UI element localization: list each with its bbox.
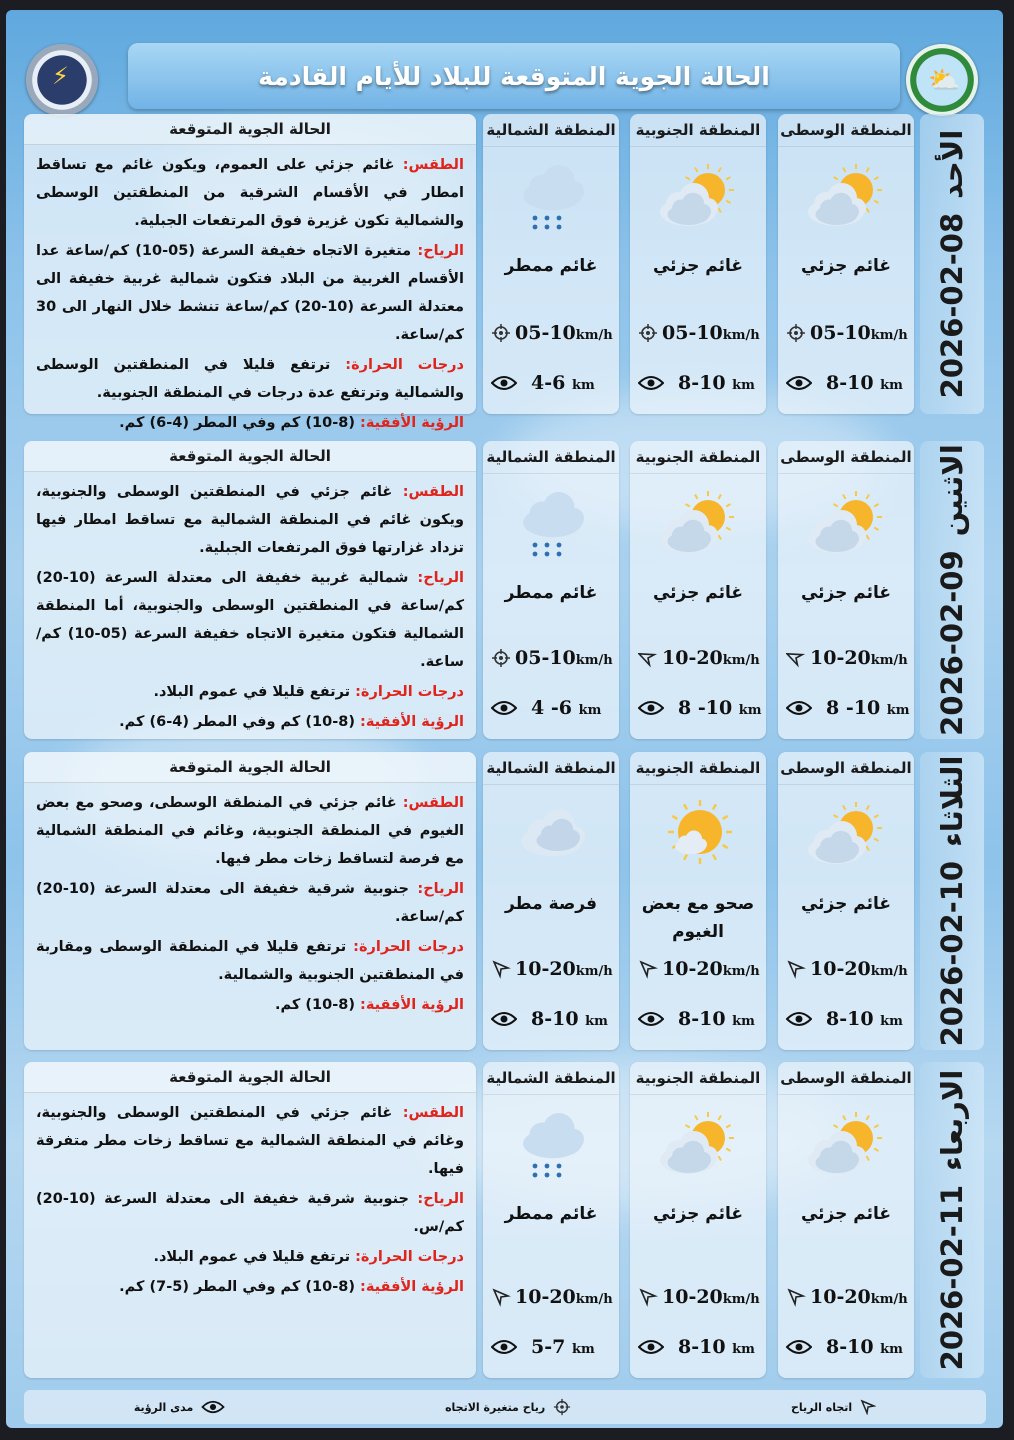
region-card	[483, 114, 619, 414]
eye-icon	[491, 1011, 517, 1027]
visibility-range: 8-10 km	[638, 1336, 762, 1358]
wind-speed: 10-20km/h	[638, 647, 762, 669]
day-name: الأحد	[935, 129, 969, 199]
condition-text: غائم ممطر	[504, 583, 598, 603]
wind-speed: 10-20km/h	[491, 1286, 615, 1308]
visibility-range: 8-10 km	[638, 372, 762, 394]
region-card	[630, 1062, 766, 1378]
partly-cloudy-icon	[630, 487, 766, 563]
visibility-range: 8-10 km	[786, 372, 910, 394]
weather-paragraph: الطقس: غائم جزئي في المنطقة الوسطى، وصحو مع بعض الغيوم في المنطقة الجنوبية، وغائم في المنطقة الشمالية مع فرصة لتساقط زخات مطر فيها.	[36, 795, 464, 867]
visibility-range: 4-6 km	[491, 372, 615, 394]
eye-icon	[491, 375, 517, 391]
eye-icon	[638, 1339, 664, 1355]
region-card	[483, 1062, 619, 1378]
page-title: الحالة الجوية المتوقعة للبلاد للأيام القادمة	[258, 61, 770, 91]
eye-icon	[638, 1011, 664, 1027]
rain-cloud-icon	[483, 487, 619, 563]
visibility-range: 8 -10 km	[638, 697, 762, 719]
wind-speed: 10-20km/h	[786, 958, 910, 980]
eye-icon	[638, 375, 664, 391]
day-date: 2026-02-09	[935, 550, 969, 736]
variable-wind-icon	[491, 323, 511, 343]
day-name: الاربعاء	[935, 1069, 969, 1171]
region-name: المنطقة الشمالية	[483, 752, 619, 785]
region-card	[778, 441, 914, 739]
rain-cloud-icon	[483, 160, 619, 236]
eye-icon	[786, 1011, 812, 1027]
wind-speed: 10-20km/h	[638, 958, 762, 980]
day-date-tab	[920, 114, 984, 414]
day-date-tab	[920, 441, 984, 739]
partly-cloudy-icon	[778, 1108, 914, 1184]
day-name: الثلاثاء	[935, 755, 969, 847]
region-card	[483, 441, 619, 739]
eye-icon	[491, 700, 517, 716]
day-date-tab	[920, 752, 984, 1050]
meteorology-authority-logo: ⛅	[906, 44, 978, 116]
weather-paragraph: الطقس: غائم جزئي في المنطقتين الوسطى والجنوبية، ويكون غائم في المنطقة الشمالية مع تساقط امطار فيها تزداد غزارتها فوق المرتفعات الجبلية.	[36, 484, 464, 556]
wind-speed: 10-20km/h	[786, 647, 910, 669]
condition-text: غائم جزئي	[652, 256, 744, 276]
weather-paragraph: الطقس: غائم جزئي على العموم، ويكون غائم مع تساقط امطار في الأقسام الشرقية من المنطقتين الوسطى والشمالية تكون غزيرة فوق المرتفعات الجبلية.	[36, 157, 464, 229]
region-card	[483, 752, 619, 1050]
wind-arrow-nw-icon	[786, 648, 806, 668]
region-name: المنطقة الجنوبية	[630, 1062, 766, 1095]
region-name: المنطقة الوسطى	[778, 114, 914, 147]
region-name: المنطقة الشمالية	[483, 1062, 619, 1095]
eye-icon	[638, 700, 664, 716]
temps-paragraph: درجات الحرارة: ترتفع قليلا في عموم البلاد.	[153, 1249, 464, 1265]
visibility-paragraph: الرؤية الأفقية: (8-10) كم وفي المطر (5-7) كم.	[119, 1279, 464, 1295]
temps-paragraph: درجات الحرارة: ترتفع قليلا في عموم البلاد.	[153, 684, 464, 700]
partly-cloudy-icon	[778, 798, 914, 874]
day-date-tab	[920, 1062, 984, 1378]
eye-icon	[786, 1339, 812, 1355]
region-name: المنطقة الوسطى	[778, 752, 914, 785]
winds-paragraph: الرياح: متغيرة الاتجاه خفيفة السرعة (05-10) كم/ساعة عدا الأقسام الغربية من البلاد فتكون شمالية غربية خفيفة الى معتدلة السرعة (10-20) كم/ساعة تنشط خلال النهار الى 30 كم/ساعة.	[36, 243, 464, 343]
region-name: المنطقة الجنوبية	[630, 441, 766, 474]
condition-text: غائم جزئي	[800, 583, 892, 603]
wind-speed: 05-10km/h	[638, 322, 762, 344]
legend-visibility: مدى الرؤية	[134, 1400, 225, 1414]
partly-cloudy-icon	[778, 487, 914, 563]
variable-wind-icon	[491, 648, 511, 668]
visibility-range: 8-10 km	[786, 1008, 910, 1030]
forecast-description	[24, 441, 476, 739]
winds-paragraph: الرياح: شمالية غربية خفيفة الى معتدلة السرعة (10-20) كم/ساعة في المنطقتين الوسطى والجنوبية، أما المنطقة الشمالية فتكون متغيرة الاتجاه خفيفة السرعة (05-10) كم/ساعة.	[36, 570, 465, 670]
region-name: المنطقة الشمالية	[483, 114, 619, 147]
wind-speed: 05-10km/h	[491, 647, 615, 669]
variable-wind-icon	[638, 323, 658, 343]
wind-arrow-se-icon	[638, 1287, 658, 1307]
legend	[24, 1390, 986, 1424]
condition-text: فرصة مطر	[504, 894, 598, 914]
wind-speed: 10-20km/h	[491, 958, 615, 980]
temps-paragraph: درجات الحرارة: ترتفع قليلا في المنطقتين الوسطى والشمالية وترتفع عدة درجات في المنطقة الجنوبية.	[36, 357, 464, 401]
condition-text: غائم جزئي	[800, 1204, 892, 1224]
wind-arrow-se-icon	[786, 1287, 806, 1307]
eye-icon	[201, 1400, 225, 1414]
legend-wind-direction: اتجاه الرياح	[791, 1399, 876, 1415]
partly-cloudy-icon	[630, 1108, 766, 1184]
region-name: المنطقة الشمالية	[483, 441, 619, 474]
variable-wind-icon	[786, 323, 806, 343]
description-title: الحالة الجوية المتوقعة	[24, 1062, 476, 1093]
condition-text: غائم جزئي	[800, 256, 892, 276]
region-name: المنطقة الجنوبية	[630, 752, 766, 785]
temps-paragraph: درجات الحرارة: ترتفع قليلا في المنطقة الوسطى ومقاربة في المنطقتين الجنوبية والشمالية.	[36, 939, 464, 983]
region-card	[630, 752, 766, 1050]
visibility-paragraph: الرؤية الأفقية: (8-10) كم وفي المطر (4-6) كم.	[119, 714, 464, 730]
sun-few-clouds-icon	[630, 798, 766, 874]
visibility-range: 4 -6 km	[491, 697, 615, 719]
wind-speed: 10-20km/h	[786, 1286, 910, 1308]
day-date: 2026-02-08	[935, 212, 969, 399]
day-date: 2026-02-11	[935, 1184, 969, 1371]
region-card	[630, 441, 766, 739]
winds-paragraph: الرياح: جنوبية شرقية خفيفة الى معتدلة السرعة (10-20) كم/ساعة.	[36, 881, 464, 925]
forecast-description	[24, 752, 476, 1050]
forecast-description	[24, 114, 476, 431]
variable-wind-icon	[553, 1398, 571, 1416]
weather-paragraph: الطقس: غائم جزئي في المنطقتين الوسطى والجنوبية، وغائم في المنطقة الشمالية مع تساقط زخات مطر متفرقة فيها.	[36, 1105, 464, 1177]
description-title: الحالة الجوية المتوقعة	[24, 114, 476, 145]
wind-arrow-icon	[860, 1399, 876, 1415]
region-name: المنطقة الوسطى	[778, 1062, 914, 1095]
condition-text: غائم ممطر	[504, 256, 598, 276]
partly-cloudy-icon	[778, 160, 914, 236]
wind-arrow-se-icon	[491, 1287, 511, 1307]
visibility-range: 8-10 km	[638, 1008, 762, 1030]
condition-text: غائم جزئي	[800, 894, 892, 914]
page-header	[128, 43, 900, 109]
condition-text: صحو مع بعض الغيوم	[641, 894, 755, 942]
region-card	[778, 114, 914, 414]
region-card	[778, 752, 914, 1050]
condition-text: غائم ممطر	[504, 1204, 598, 1224]
visibility-range: 8-10 km	[786, 1336, 910, 1358]
wind-speed: 10-20km/h	[638, 1286, 762, 1308]
forecast-center-logo: ⚡	[26, 44, 98, 116]
visibility-paragraph: الرؤية الأفقية: (8-10) كم.	[275, 997, 464, 1013]
region-name: المنطقة الجنوبية	[630, 114, 766, 147]
visibility-range: 8 -10 km	[786, 697, 910, 719]
wind-speed: 05-10km/h	[786, 322, 910, 344]
visibility-paragraph: الرؤية الأفقية: (8-10) كم وفي المطر (4-6) كم.	[119, 415, 464, 431]
rain-cloud-icon	[483, 1108, 619, 1184]
description-title: الحالة الجوية المتوقعة	[24, 752, 476, 783]
forecast-description	[24, 1062, 476, 1378]
day-name: الاثنين	[935, 444, 969, 537]
wind-arrow-se-icon	[786, 959, 806, 979]
day-date: 2026-02-10	[935, 860, 969, 1047]
condition-text: غائم جزئي	[652, 583, 744, 603]
partly-cloudy-icon	[630, 160, 766, 236]
visibility-range: 5-7 km	[491, 1336, 615, 1358]
region-card	[778, 1062, 914, 1378]
wind-arrow-se-icon	[491, 959, 511, 979]
wind-arrow-se-icon	[638, 959, 658, 979]
visibility-range: 8-10 km	[491, 1008, 615, 1030]
description-title: الحالة الجوية المتوقعة	[24, 441, 476, 472]
wind-arrow-nw-icon	[638, 648, 658, 668]
winds-paragraph: الرياح: جنوبية شرقية خفيفة الى معتدلة السرعة (10-20) كم/س.	[36, 1191, 464, 1235]
eye-icon	[786, 700, 812, 716]
eye-icon	[491, 1339, 517, 1355]
condition-text: غائم جزئي	[652, 1204, 744, 1224]
eye-icon	[786, 375, 812, 391]
legend-variable-wind: رياح متغيرة الاتجاه	[445, 1398, 571, 1416]
region-card	[630, 114, 766, 414]
region-name: المنطقة الوسطى	[778, 441, 914, 474]
wind-speed: 05-10km/h	[491, 322, 615, 344]
cloudy-icon	[483, 798, 619, 874]
